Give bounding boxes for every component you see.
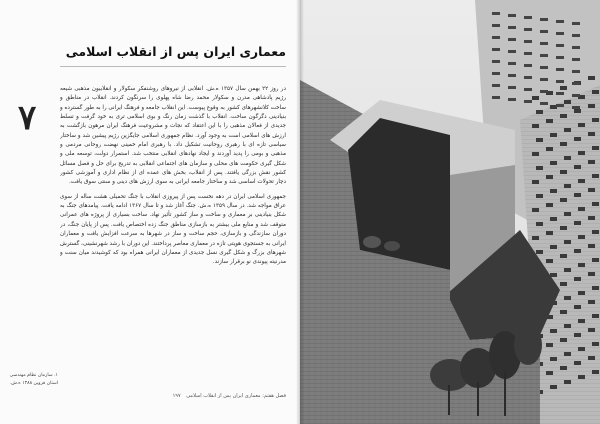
facade-opening <box>524 76 532 79</box>
facade-opening <box>560 86 567 90</box>
facade-opening <box>550 385 557 389</box>
facade-opening <box>550 329 557 333</box>
facade-opening <box>508 26 516 29</box>
facade-opening <box>588 216 595 220</box>
facade-opening <box>536 194 543 198</box>
facade-opening <box>492 96 500 99</box>
facade-opening <box>508 14 516 17</box>
facade-opening <box>578 375 585 379</box>
facade-opening <box>556 56 564 59</box>
facade-opening <box>560 310 567 314</box>
facade-opening <box>508 50 516 53</box>
facade-opening <box>508 98 516 101</box>
facade-opening <box>578 347 585 351</box>
facade-opening <box>588 356 595 360</box>
facade-opening <box>574 277 581 281</box>
facade-opening <box>492 60 500 63</box>
facade-opening <box>574 221 581 225</box>
facade-opening <box>588 188 595 192</box>
facade-opening <box>556 80 564 83</box>
title-divider <box>60 66 286 67</box>
facade-opening <box>564 100 571 104</box>
facade-opening <box>588 328 595 332</box>
facade-opening <box>532 236 539 240</box>
chapter-number: ۷ <box>18 98 37 138</box>
facade-opening <box>508 62 516 65</box>
facade-opening <box>524 16 532 19</box>
facade-opening <box>524 40 532 43</box>
facade-opening <box>540 102 548 105</box>
facade-opening <box>578 291 585 295</box>
facade-opening <box>492 36 500 39</box>
facade-opening <box>560 198 567 202</box>
facade-opening <box>550 105 557 109</box>
facade-opening <box>564 324 571 328</box>
facade-opening <box>560 170 567 174</box>
facade-opening <box>550 133 557 137</box>
facade-opening <box>572 106 580 109</box>
facade-opening <box>592 370 599 374</box>
facade-opening <box>592 90 599 94</box>
facade-opening <box>564 296 571 300</box>
facade-opening <box>550 189 557 193</box>
facade-opening <box>572 82 580 85</box>
facade-opening <box>532 96 539 100</box>
facade-opening <box>564 268 571 272</box>
facade-opening <box>492 12 500 15</box>
facade-opening <box>560 142 567 146</box>
facade-opening <box>560 282 567 286</box>
facade-opening <box>532 124 539 128</box>
facade-opening <box>592 258 599 262</box>
building-photograph <box>300 0 600 424</box>
facade-opening <box>540 78 548 81</box>
facade-opening <box>560 338 567 342</box>
facade-opening <box>592 342 599 346</box>
facade-opening <box>592 202 599 206</box>
facade-opening <box>560 254 567 258</box>
facade-opening <box>564 240 571 244</box>
facade-opening <box>578 319 585 323</box>
facade-opening <box>588 300 595 304</box>
facade-opening <box>556 104 564 107</box>
facade-opening <box>550 273 557 277</box>
facade-opening <box>536 138 543 142</box>
facade-opening <box>572 58 580 61</box>
facade-opening <box>556 32 564 35</box>
paragraph-1: در روز ۲۲ بهمن سال ۱۳۵۷ ه.ش. انقلابی از نیروهای روشنفکر سکولار و انقلابیون مذهبی شیعه رژیم پادشاهی مدرن و سکولار محمد رضا شاه پهلوی را سرنگون کردند. انقلاب در مناطق و ساخت کلانشهرهای کشور به وقوع پیوست. این انقلاب جامعه و فرهنگ ایرانی را به طور گسترده و بنیادینی دگرگون ساخت. انقلاب با گذشت زمان رنگ و بوی اسلامی تری به خود گرفت و تسلط جدیدی از فعالان مذهبی را با این اعتقاد که نجات و مشروعیت فرهنگ ایران مرهون بازگشت به ارزش های اسلامی است به وجود آورد. نظام جمهوری اسلامی جایگزین رژیم پیشین شد و ساختار سیاسی تازه ای با رهبری روحانیت تشکیل داد. با رهبری امام خمینی نهضت روحانی مردمی و مذهبی و بومی را پدید آوردند و ایجاد نهادهای انقلابی منتخب شد. استمرار دولت، توسعه ملی و شکل گیری حکومت های محلی و سازمان های اجتماعی انقلابی به تدریج برای حل و فصل مسائل کشور نقش بزرگی یافتند. پس از انقلاب، بخش های عمده ای از نظام اداری و آموزشی کشور دچار تحولات اساسی شد و ساختار جامعه ایرانی به سوی ارزش های دینی و سنتی سوق یافت. <box>60 86 286 186</box>
facade-opening <box>550 161 557 165</box>
facade-opening <box>540 66 548 69</box>
facade-opening <box>556 20 564 23</box>
facade-opening <box>578 235 585 239</box>
facade-opening <box>592 146 599 150</box>
facade-opening <box>492 84 500 87</box>
page-number: ۱۹۷ <box>172 393 181 399</box>
facade-opening <box>524 88 532 91</box>
facade-opening <box>574 333 581 337</box>
facade-opening <box>546 203 553 207</box>
facade-opening <box>540 30 548 33</box>
facade-opening <box>536 222 543 226</box>
facade-opening <box>574 305 581 309</box>
footer-chapter-label: فصل هفتم: معماری ایران پس از انقلاب اسلامی <box>186 393 286 399</box>
facade-opening <box>560 366 567 370</box>
facade-opening <box>546 119 553 123</box>
facade-opening <box>550 217 557 221</box>
facade-opening <box>560 114 567 118</box>
facade-opening <box>574 137 581 141</box>
facade-opening <box>560 226 567 230</box>
facade-opening <box>578 151 585 155</box>
facade-opening <box>564 128 571 132</box>
facade-opening <box>532 208 539 212</box>
facade-opening <box>592 286 599 290</box>
facade-opening <box>524 64 532 67</box>
facade-opening <box>546 371 553 375</box>
facade-opening <box>564 212 571 216</box>
facade-opening <box>532 152 539 156</box>
facade-opening <box>578 207 585 211</box>
architecture-photo <box>300 0 600 424</box>
facade-opening <box>564 184 571 188</box>
facade-opening <box>492 48 500 51</box>
facade-opening <box>556 68 564 71</box>
facade-opening <box>546 343 553 347</box>
facade-opening <box>540 90 548 93</box>
facade-opening <box>546 147 553 151</box>
facade-opening <box>546 231 553 235</box>
facade-opening <box>540 18 548 21</box>
facade-opening <box>572 46 580 49</box>
facade-opening <box>524 52 532 55</box>
facade-opening <box>508 86 516 89</box>
footnote: ۱. سازمان نظام مهندسی استان قزوین ۱۳۸۸ ه.ش. <box>9 373 58 386</box>
facade-opening <box>588 76 595 80</box>
facade-opening <box>536 110 543 114</box>
facade-opening <box>574 193 581 197</box>
page-footer <box>56 393 286 399</box>
facade-opening <box>564 156 571 160</box>
facade-opening <box>578 263 585 267</box>
facade-opening <box>492 72 500 75</box>
facade-opening <box>572 70 580 73</box>
facade-opening <box>588 272 595 276</box>
facade-opening <box>550 357 557 361</box>
facade-opening <box>540 54 548 57</box>
facade-opening <box>508 38 516 41</box>
facade-opening <box>572 22 580 25</box>
facade-opening <box>592 118 599 122</box>
facade-opening <box>588 132 595 136</box>
facade-opening <box>546 259 553 263</box>
facade-opening <box>532 180 539 184</box>
facade-opening <box>546 175 553 179</box>
facade-opening <box>556 92 564 95</box>
facade-opening <box>572 34 580 37</box>
facade-opening <box>592 230 599 234</box>
facade-opening <box>556 44 564 47</box>
facade-opening <box>578 179 585 183</box>
facade-opening <box>564 380 571 384</box>
body-text <box>60 85 286 385</box>
facade-opening <box>574 165 581 169</box>
facade-opening <box>572 94 580 97</box>
facade-opening <box>564 352 571 356</box>
facade-opening <box>536 166 543 170</box>
facade-opening <box>540 42 548 45</box>
facade-opening <box>574 249 581 253</box>
facade-opening <box>508 74 516 77</box>
facade-opening <box>550 245 557 249</box>
facade-opening <box>588 160 595 164</box>
facade-opening <box>578 123 585 127</box>
facade-opening <box>592 174 599 178</box>
chapter-title: معماری ایران پس از انقلاب اسلامی <box>65 44 286 59</box>
facade-opening <box>588 244 595 248</box>
facade-opening <box>574 109 581 113</box>
facade-opening <box>574 361 581 365</box>
facade-opening <box>588 104 595 108</box>
facade-opening <box>592 314 599 318</box>
facade-opening <box>524 100 532 103</box>
paragraph-2: جمهوری اسلامی ایران در دهه نخست پس از پیروزی انقلاب با جنگ تحمیلی هشت ساله از سوی عراق مواجه شد. در سال ۱۳۵۹ ه.ش. جنگ آغاز شد و تا سال ۱۳۶۷ ادامه یافت. پیامدهای جنگ به شکل بنیادینی بر معماری و ساخت و ساز کشور تأثیر نهاد. ساخت بسیاری از پروژه های عمرانی متوقف شد و منابع ملی بیشتر به بازسازی مناطق جنگ زده اختصاص یافت. پس از پایان جنگ، در دوران سازندگی و بازسازی، حجم ساخت و ساز در شهرها به سرعت افزایش یافت و معماران ایرانی به جستجوی هویتی تازه در معماری معاصر پرداختند. این دوران با رشد شهرنشینی، گسترش شهرهای بزرگ و شکل گیری نسل جدیدی از معماران ایرانی همراه بود که کوشیدند میان سنت و مدرنیته پیوندی نو برقرار سازند. <box>60 193 286 266</box>
facade-opening <box>524 28 532 31</box>
facade-opening <box>536 250 543 254</box>
facade-opening <box>492 24 500 27</box>
